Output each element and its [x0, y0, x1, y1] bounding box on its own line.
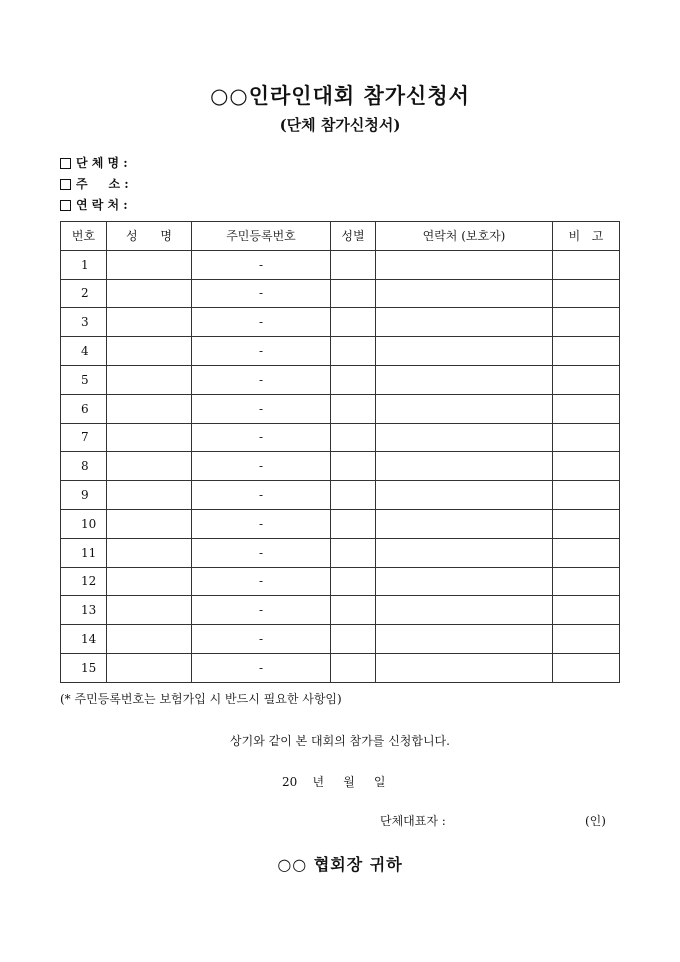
table-row: [61, 279, 620, 308]
header-contact: 연락처 (보호자): [376, 222, 553, 251]
cell-contact[interactable]: [376, 567, 553, 596]
cell-contact[interactable]: [376, 653, 553, 682]
cell-gender[interactable]: [331, 337, 376, 366]
cell-number: 8: [61, 452, 107, 481]
cell-number: 3: [61, 308, 107, 337]
cell-resident-id: -: [192, 308, 331, 337]
cell-resident-id: -: [192, 481, 331, 510]
cell-number: 15: [61, 653, 107, 682]
cell-contact[interactable]: [376, 481, 553, 510]
field-group-name: [60, 153, 129, 174]
cell-number: 5: [61, 365, 107, 394]
document-subtitle: (단체 참가신청서): [279, 116, 401, 134]
cell-resident-id: -: [192, 279, 331, 308]
cell-gender[interactable]: [331, 452, 376, 481]
table-row: [61, 653, 620, 682]
cell-remarks[interactable]: [553, 250, 620, 279]
cell-remarks[interactable]: [553, 394, 620, 423]
field-label: 단 체 명 :: [76, 156, 128, 170]
cell-remarks[interactable]: [553, 308, 620, 337]
cell-contact[interactable]: [376, 250, 553, 279]
cell-contact[interactable]: [376, 394, 553, 423]
cell-contact[interactable]: [376, 509, 553, 538]
cell-name[interactable]: [107, 538, 192, 567]
checkbox-square-icon: [60, 200, 71, 211]
table-row: [61, 481, 620, 510]
cell-gender[interactable]: [331, 567, 376, 596]
cell-remarks[interactable]: [553, 596, 620, 625]
cell-gender[interactable]: [331, 250, 376, 279]
cell-contact[interactable]: [376, 365, 553, 394]
cell-number: 6: [61, 394, 107, 423]
cell-name[interactable]: [107, 509, 192, 538]
cell-gender[interactable]: [331, 365, 376, 394]
recipient-line: ○○ 협회장 귀하: [277, 855, 403, 874]
cell-name[interactable]: [107, 337, 192, 366]
cell-number: 13: [61, 596, 107, 625]
application-statement: 상기와 같이 본 대회의 참가를 신청합니다.: [230, 734, 450, 748]
seal-mark: (인): [585, 814, 606, 828]
cell-name[interactable]: [107, 423, 192, 452]
cell-gender[interactable]: [331, 509, 376, 538]
cell-name[interactable]: [107, 481, 192, 510]
cell-number: 10: [61, 509, 107, 538]
field-contact: [60, 195, 129, 216]
table-row: [61, 596, 620, 625]
header-remarks: 비 고: [553, 222, 620, 251]
cell-name[interactable]: [107, 279, 192, 308]
cell-number: 11: [61, 538, 107, 567]
field-address: [60, 174, 129, 195]
header-number: 번호: [61, 222, 107, 251]
participant-table: [60, 221, 620, 683]
header-gender: 성별: [331, 222, 376, 251]
cell-contact[interactable]: [376, 308, 553, 337]
cell-gender[interactable]: [331, 596, 376, 625]
cell-resident-id: -: [192, 567, 331, 596]
cell-name[interactable]: [107, 394, 192, 423]
cell-remarks[interactable]: [553, 365, 620, 394]
cell-resident-id: -: [192, 625, 331, 654]
cell-gender[interactable]: [331, 538, 376, 567]
cell-resident-id: -: [192, 596, 331, 625]
cell-contact[interactable]: [376, 538, 553, 567]
cell-remarks[interactable]: [553, 423, 620, 452]
cell-gender[interactable]: [331, 394, 376, 423]
field-label: 연 락 처 :: [76, 198, 128, 212]
cell-number: 12: [61, 567, 107, 596]
representative-label: 단체대표자 :: [380, 814, 446, 828]
cell-resident-id: -: [192, 538, 331, 567]
cell-contact[interactable]: [376, 337, 553, 366]
cell-name[interactable]: [107, 596, 192, 625]
cell-contact[interactable]: [376, 279, 553, 308]
cell-contact[interactable]: [376, 423, 553, 452]
cell-number: 4: [61, 337, 107, 366]
cell-gender[interactable]: [331, 625, 376, 654]
cell-number: 9: [61, 481, 107, 510]
cell-resident-id: -: [192, 337, 331, 366]
cell-number: 14: [61, 625, 107, 654]
header-resident-id: 주민등록번호: [192, 222, 331, 251]
document-title: ○○인라인대회 참가신청서: [210, 83, 470, 108]
cell-remarks[interactable]: [553, 567, 620, 596]
field-label: 주 소 :: [76, 177, 129, 191]
cell-remarks[interactable]: [553, 279, 620, 308]
cell-contact[interactable]: [376, 452, 553, 481]
table-row: [61, 423, 620, 452]
cell-remarks[interactable]: [553, 538, 620, 567]
cell-resident-id: -: [192, 423, 331, 452]
cell-name[interactable]: [107, 625, 192, 654]
cell-name[interactable]: [107, 250, 192, 279]
group-info-fields: [60, 153, 129, 216]
cell-contact[interactable]: [376, 625, 553, 654]
cell-gender[interactable]: [331, 308, 376, 337]
cell-gender[interactable]: [331, 279, 376, 308]
cell-resident-id: -: [192, 452, 331, 481]
checkbox-square-icon: [60, 158, 71, 169]
cell-remarks[interactable]: [553, 337, 620, 366]
table-row: [61, 308, 620, 337]
table-header-row: [61, 222, 620, 251]
cell-resident-id: -: [192, 394, 331, 423]
table-row: [61, 365, 620, 394]
table-row: [61, 337, 620, 366]
cell-remarks[interactable]: [553, 509, 620, 538]
cell-resident-id: -: [192, 509, 331, 538]
cell-name[interactable]: [107, 365, 192, 394]
cell-contact[interactable]: [376, 596, 553, 625]
table-row: [61, 394, 620, 423]
cell-name[interactable]: [107, 567, 192, 596]
date-line: 20 년 월 일: [282, 775, 386, 789]
note-text: (* 주민등록번호는 보험가입 시 반드시 필요한 사항임): [60, 692, 342, 706]
cell-resident-id: -: [192, 653, 331, 682]
cell-name[interactable]: [107, 308, 192, 337]
header-name: 성 명: [107, 222, 192, 251]
cell-number: 1: [61, 250, 107, 279]
cell-remarks[interactable]: [553, 625, 620, 654]
cell-resident-id: -: [192, 365, 331, 394]
cell-remarks[interactable]: [553, 653, 620, 682]
table-row: [61, 452, 620, 481]
checkbox-square-icon: [60, 179, 71, 190]
cell-number: 2: [61, 279, 107, 308]
table-row: [61, 538, 620, 567]
cell-gender[interactable]: [331, 423, 376, 452]
cell-name[interactable]: [107, 653, 192, 682]
table-row: [61, 567, 620, 596]
cell-remarks[interactable]: [553, 481, 620, 510]
cell-gender[interactable]: [331, 653, 376, 682]
table-row: [61, 250, 620, 279]
cell-number: 7: [61, 423, 107, 452]
table-row: [61, 509, 620, 538]
cell-remarks[interactable]: [553, 452, 620, 481]
table-row: [61, 625, 620, 654]
cell-name[interactable]: [107, 452, 192, 481]
cell-gender[interactable]: [331, 481, 376, 510]
cell-resident-id: -: [192, 250, 331, 279]
